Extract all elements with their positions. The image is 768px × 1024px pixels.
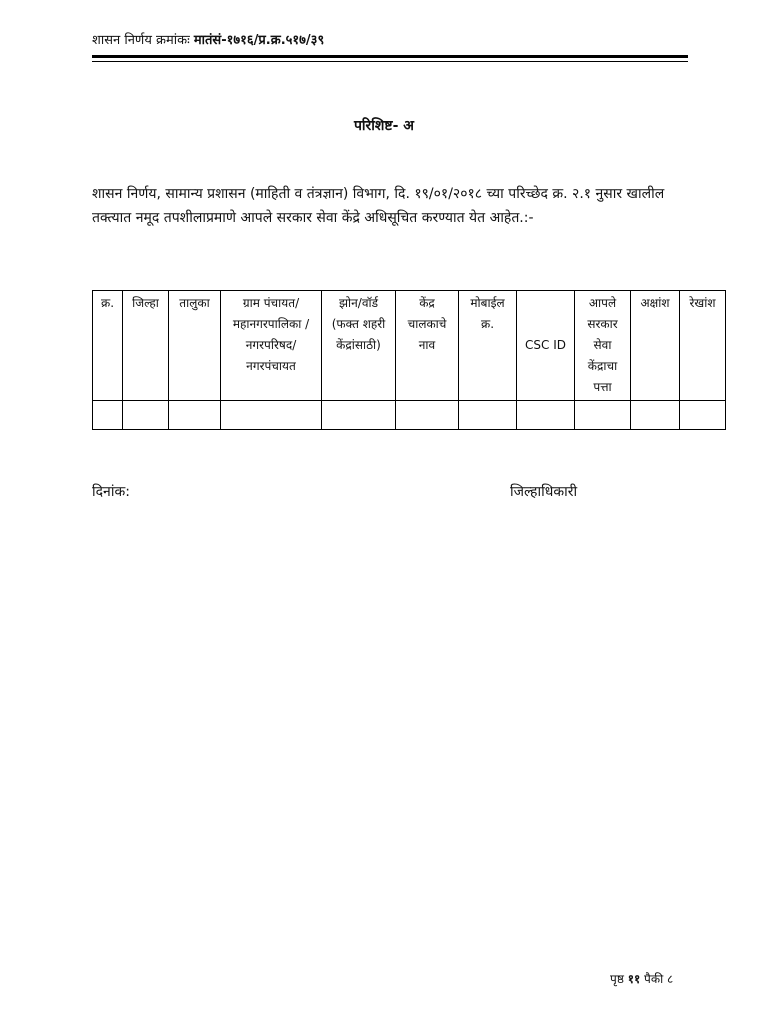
appendix-title: परिशिष्ट- अ [353,118,414,134]
page-header [92,32,688,50]
table-cell [575,401,631,430]
collector-signature-label: जिल्हाधिकारी [510,484,578,500]
table-cell [680,401,726,430]
header-cell-district: जिल्हा [123,291,169,401]
header-cell-address: आपले सरकार सेवा केंद्राचा पत्ता [575,291,631,401]
header-cell-csc-id: CSC ID [517,291,575,401]
footer-middle: पैकी [644,972,664,986]
header-cell-local-body: ग्राम पंचायत/ महानगरपालिका / नगरपरिषद/ नगरपंचायत [221,291,322,401]
header-cell-latitude: अक्षांश [631,291,680,401]
table-header-row [93,291,726,401]
header-rule-thin [92,61,688,62]
table-cell [322,401,396,430]
table-cell [221,401,322,430]
table-cell [631,401,680,430]
page-footer [610,970,673,987]
header-gr-number: मातंसं-१७१६/प्र.क्र.५१७/३९ [193,33,325,48]
table-cell [123,401,169,430]
header-cell-zone-ward: झोन/वॉर्ड (फक्त शहरी केंद्रांसाठी) [322,291,396,401]
header-prefix: शासन निर्णय क्रमांकः [92,33,190,48]
header-cell-longitude: रेखांश [680,291,726,401]
footer-prefix: पृष्ठ [610,972,624,986]
table-cell [459,401,517,430]
table-cell [517,401,575,430]
header-rule-thick [92,55,688,58]
centres-table [92,290,726,430]
footer-page-number: ११ [627,972,641,986]
header-cell-mobile: मोबाईल क्र. [459,291,517,401]
table-cell [93,401,123,430]
body-paragraph: शासन निर्णय, सामान्य प्रशासन (माहिती व तंत्रज्ञान) विभाग, दि. १९/०१/२०१८ च्या परिच्छेद क्र. २.१ नुसार खालील तक्त्यात नमूद तपशीलाप्रमाणे आपले सरकार सेवा केंद्रे अधिसूचित करण्यात येत आहेत.:- [92,186,665,226]
footer-total: ८ [667,972,674,986]
table-cell [396,401,459,430]
table-row [93,401,726,430]
header-cell-operator-name: केंद्र चालकाचे नाव [396,291,459,401]
date-label: दिनांक: [92,484,130,500]
table-cell [169,401,221,430]
header-cell-taluka: तालुका [169,291,221,401]
header-cell-sr: क्र. [93,291,123,401]
